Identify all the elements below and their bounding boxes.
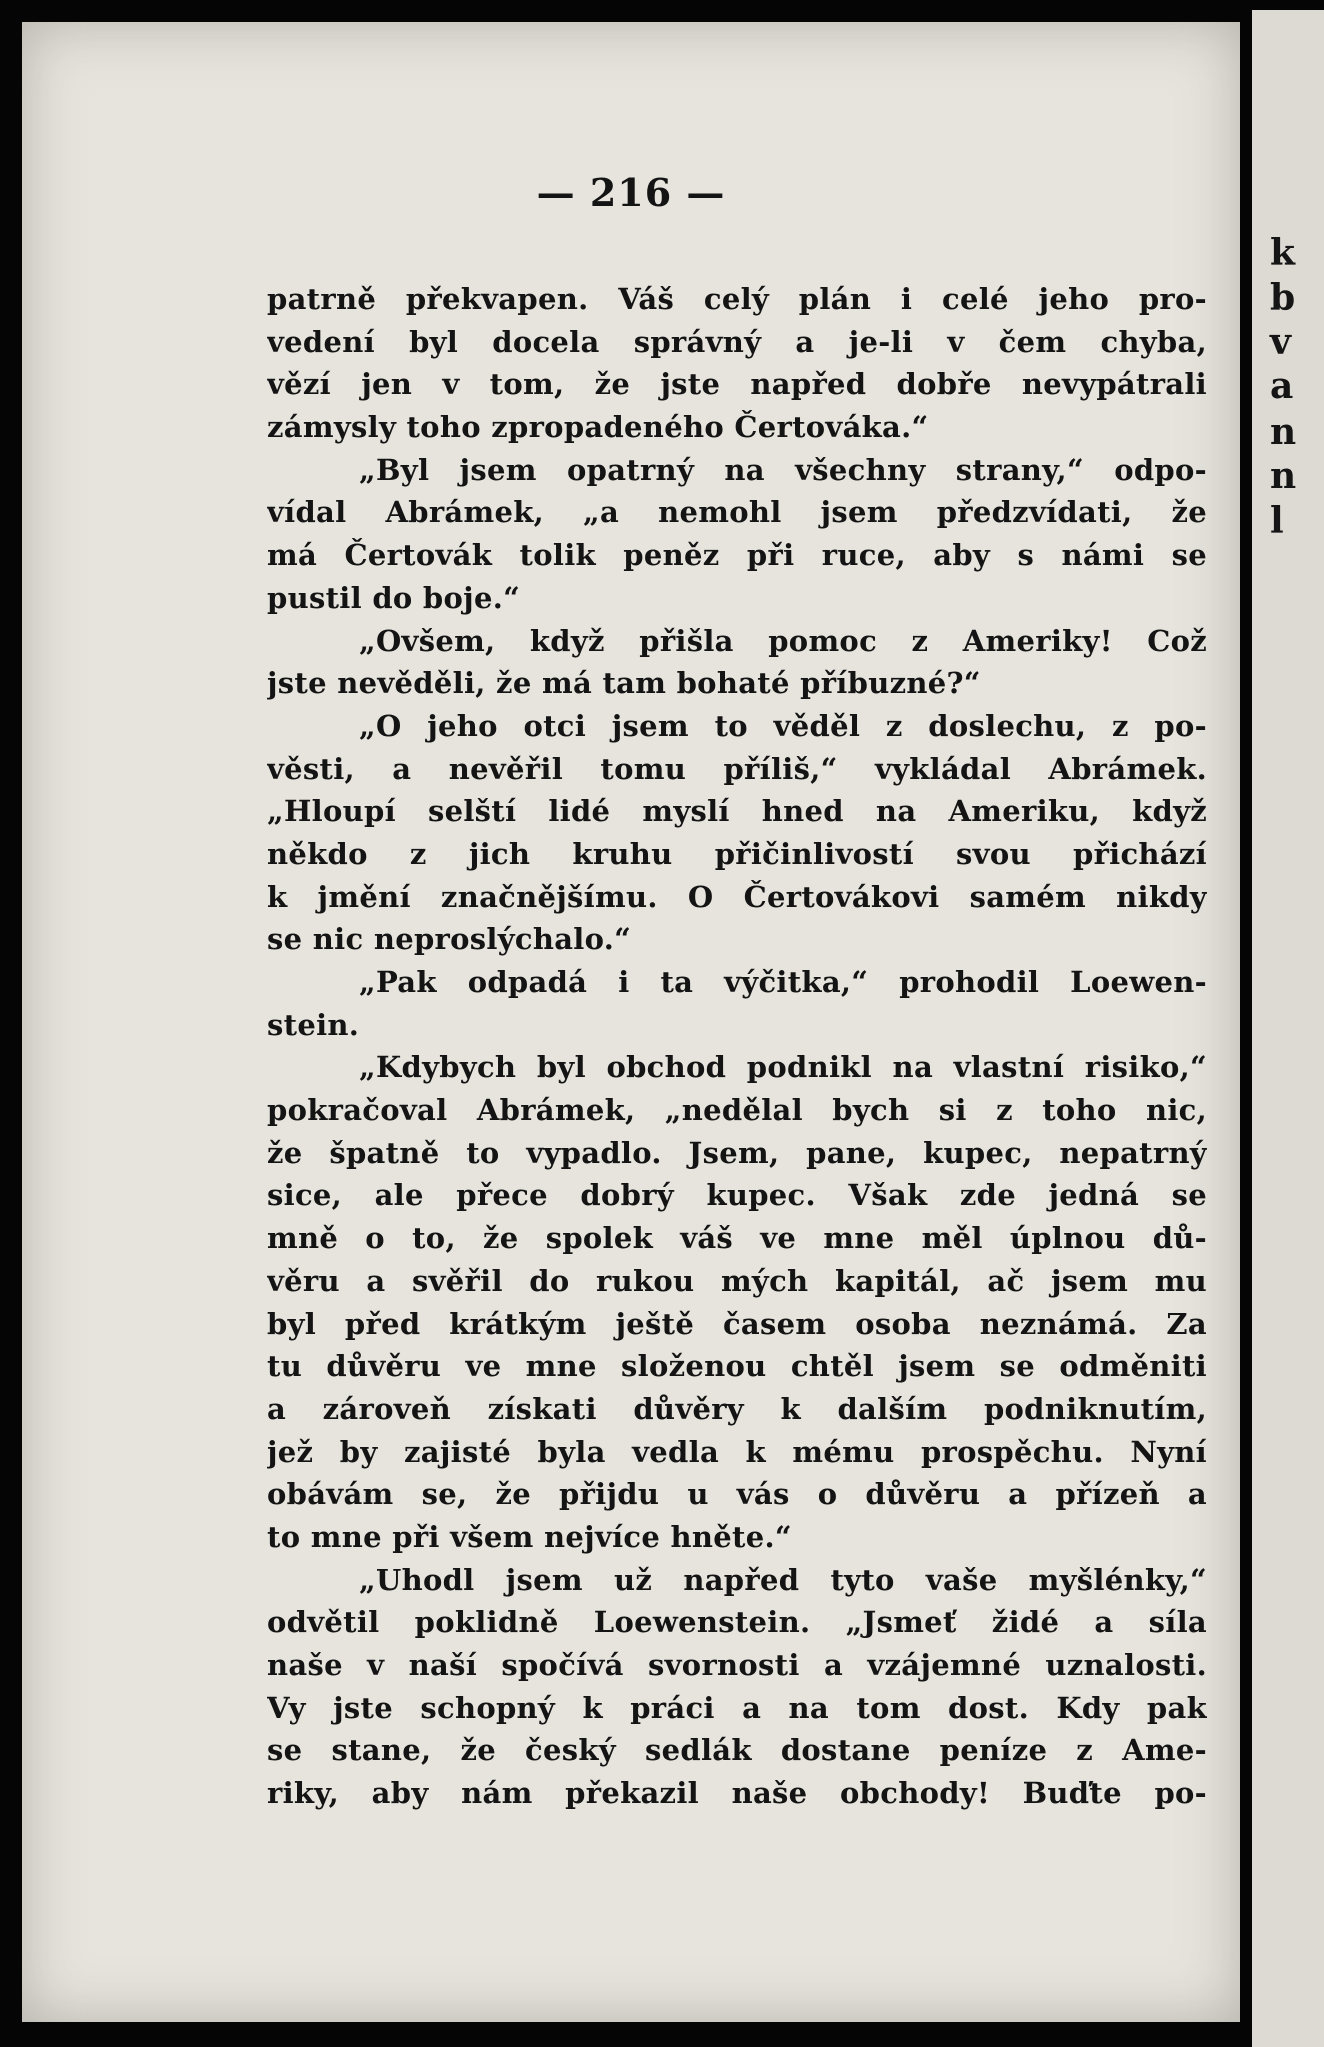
text-line: má Čertovák tolik peněz při ruce, aby s námi se <box>267 538 1207 573</box>
adjacent-page-fragment: k <box>1270 232 1295 274</box>
adjacent-page-fragment: l <box>1270 500 1284 542</box>
text-line: věru a svěřil do rukou mých kapitál, ač jsem mu <box>267 1263 1207 1298</box>
text-line: k jmění značnějšímu. O Čertovákovi samém nikdy <box>267 879 1207 914</box>
text-line: jež by zajisté byla vedla k mému prospěchu. Nyní <box>267 1434 1207 1469</box>
text-line: věsti, a nevěřil tomu příliš,“ vykládal Abrámek. <box>267 751 1207 786</box>
text-line: stein. <box>267 1007 360 1042</box>
text-line: někdo z jich kruhu přičinlivostí svou přichází <box>267 836 1207 871</box>
text-line: jste nevěděli, že má tam bohaté příbuzné?“ <box>267 666 981 701</box>
text-line: „Byl jsem opatrný na všechny strany,“ odpo- <box>359 452 1207 487</box>
text-line: „Hloupí selští lidé myslí hned na Ameriku, když <box>267 794 1207 829</box>
text-line: vězí jen v tom, že jste napřed dobře nevypátrali <box>267 367 1207 402</box>
text-line: odvětil poklidně Loewenstein. „Jsmeť židé a síla <box>267 1605 1207 1640</box>
text-line: „Ovšem, když přišla pomoc z Ameriky! Což <box>359 623 1207 658</box>
text-line: pustil do boje.“ <box>267 580 521 615</box>
text-line: zámysly toho zpropadeného Čertováka.“ <box>267 410 929 445</box>
adjacent-page-fragment: v <box>1270 321 1291 363</box>
body-text <box>267 278 1207 1815</box>
text-line: pokračoval Abrámek, „nedělal bych si z toho nic, <box>267 1093 1207 1128</box>
text-line: „Pak odpadá i ta výčitka,“ prohodil Loewen- <box>359 965 1207 999</box>
text-line: patrně překvapen. Váš celý plán i celé jeho pro- <box>267 282 1207 316</box>
text-line: „O jeho otci jsem to věděl z doslechu, z po- <box>359 708 1207 743</box>
text-line: a zároveň získati důvěry k dalším podniknutím, <box>267 1391 1207 1426</box>
text-line: byl před krátkým ještě časem osoba neznámá. Za <box>267 1306 1207 1341</box>
text-line: Vy jste schopný k práci a na tom dost. Kdy pak <box>267 1690 1207 1725</box>
adjacent-page-fragment: n <box>1270 411 1297 453</box>
text-line: tu důvěru ve mne složenou chtěl jsem se odměniti <box>267 1349 1207 1384</box>
text-line: „Uhodl jsem už napřed tyto vaše myšlénky,“ <box>359 1562 1207 1597</box>
text-line: že špatně to vypadlo. Jsem, pane, kupec, nepatrný <box>267 1135 1207 1170</box>
text-line: se stane, že český sedlák dostane peníze z Ame- <box>267 1733 1207 1768</box>
text-line: vídal Abrámek, „a nemohl jsem předzvídati, že <box>267 495 1207 530</box>
text-line: riky, aby nám překazil naše obchody! Buďte po- <box>267 1776 1207 1811</box>
text-line: mně o to, že spolek váš ve mne měl úplnou dů- <box>267 1221 1207 1256</box>
adjacent-page-fragment: b <box>1270 277 1296 319</box>
text-line: obávám se, že přijdu u vás o důvěru a přízeň a <box>267 1477 1207 1512</box>
text-line: „Kdybych byl obchod podnikl na vlastní risiko,“ <box>359 1050 1207 1085</box>
text-line: se nic neproslýchalo.“ <box>267 922 632 957</box>
text-line: to mne při všem nejvíce hněte.“ <box>267 1519 792 1554</box>
adjacent-page-fragment: n <box>1270 455 1297 497</box>
adjacent-page-fragment: a <box>1270 365 1294 407</box>
page-number: — 216 — <box>536 170 726 215</box>
book-page <box>22 22 1240 2022</box>
text-line: naše v naší spočívá svornosti a vzájemné uznalosti. <box>267 1648 1207 1682</box>
text-line: vedení byl docela správný a je-li v čem chyba, <box>267 324 1207 359</box>
adjacent-page-edge <box>1252 10 1324 2047</box>
text-line: sice, ale přece dobrý kupec. Však zde jedná se <box>267 1178 1207 1213</box>
